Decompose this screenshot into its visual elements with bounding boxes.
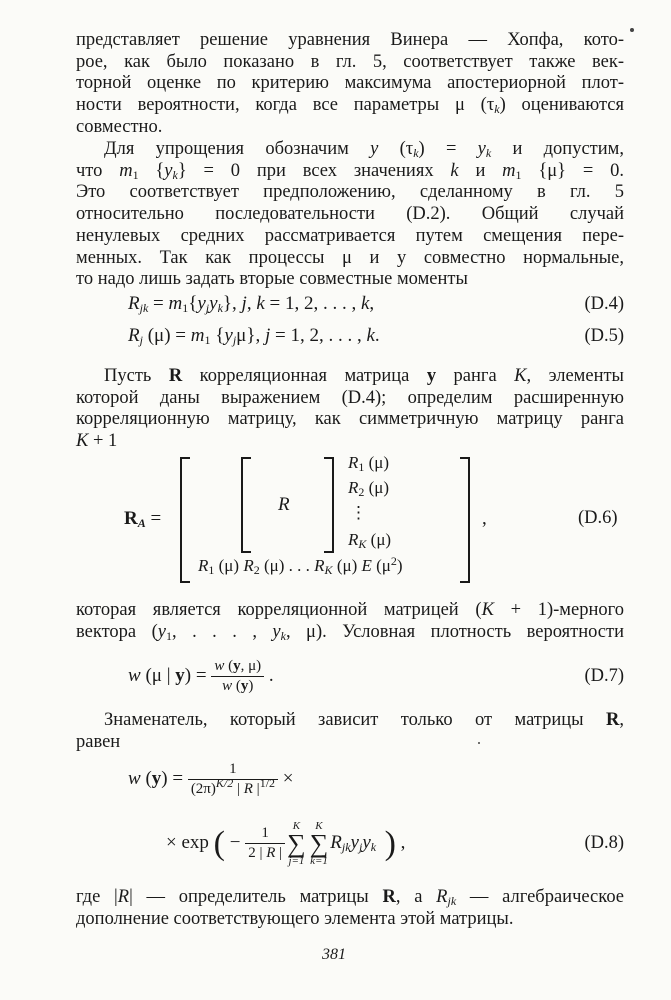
text-line: менных. Так как процессы μ и y совместно нормальные,: [76, 247, 624, 268]
scan-speck: [630, 28, 634, 32]
matrix-column-entry: $R_2$ (μ): [348, 478, 390, 499]
text-line: которая является корреляционной матрицей (K + 1)-мерного: [76, 600, 624, 620]
equation-d8-line-2: [76, 812, 624, 874]
matrix-comma: ,: [482, 508, 487, 529]
text-line: Пусть R корреляционная матрица y ранга K, элементы: [104, 366, 624, 386]
text-line: представляет решение уравнения Винера — Хопфа, кото-: [76, 30, 624, 50]
text-line: ности вероятности, когда все параметры μ $(\tau_k)$ оцениваются: [76, 95, 624, 117]
equation-body: × exp ( − $\frac{1}{2 | R |}$ K ∑ j=1 K ∑ k=1 $R_{jk}y_jy_k$ ) ,: [166, 819, 406, 867]
text-line: равен: [76, 731, 121, 752]
equation-d8-line-1: [76, 758, 624, 800]
matrix-lhs: $R_A$ =: [124, 508, 162, 530]
page-number: 381: [322, 946, 346, 963]
text-line: где |R| — определитель матрицы R, а $R_{jk}$ — алгебраическое: [76, 887, 625, 908]
sum-k: K ∑ k=1: [309, 819, 329, 867]
equation-d4: [76, 290, 624, 318]
equation-body: $R_{jk} = m_1\{y_jy_k\}$, j, k = 1, 2, . . . , k,: [128, 293, 375, 315]
text-line: ненулевых средних рассматривается путем смещения пере-: [76, 225, 624, 246]
left-outer-bracket: [180, 457, 190, 583]
text-line: Для упрощения обозначим y $(\tau_k) = y_k$ и допустим,: [104, 139, 624, 160]
text-line: относительно последовательности (D.2). Общий случай: [76, 204, 624, 225]
fraction: $\frac{w (y, \mu)}{w (y)}$: [211, 659, 264, 694]
text-line: дополнение соответствующего элемента этой матрицы.: [76, 908, 514, 929]
text-line: Это соответствует предположению, сделанному в гл. 5: [76, 182, 624, 203]
equation-number: (D.7): [584, 666, 624, 686]
fraction: $\frac{1}{2 | R |}$: [245, 826, 285, 861]
matrix-inner-r: R: [278, 494, 290, 515]
paragraph-4: [76, 600, 624, 643]
text-line: совместно.: [76, 116, 163, 137]
equation-d7: [76, 658, 624, 694]
matrix-bottom-row: $R_1$ (μ) $R_2$ (μ) . . . $R_K$ (μ) E $(\mu^2)$: [198, 554, 403, 577]
equation-body: w (μ | y) = $\frac{w (y, \mu)}{w (y)}$ .: [128, 658, 274, 695]
text-line: K + 1: [76, 431, 118, 452]
equation-d5: [76, 322, 624, 350]
equation-number: (D.4): [584, 294, 624, 314]
equation-number: (D.8): [584, 833, 624, 853]
fraction: $\frac{1}{(2\pi)^{K/2} | R |^{1/2}}$: [188, 762, 278, 797]
equation-body: $R_j$ $(\mu) = m_1$ $\{y_j\mu\}$, j = 1, 2, . . . , k.: [128, 325, 380, 347]
text-line: рое, как было показано в гл. 5, соответствует также век-: [76, 51, 624, 72]
text-line: торной оценке по критерию максимума апостериорной плот-: [76, 73, 624, 94]
equation-number: (D.6): [578, 508, 618, 528]
matrix-column-entry: $R_K$ (μ): [348, 530, 392, 551]
text-line: что $m_1$ $\{y_k\} = 0$ при всех значениях k и $m_1$ {μ} = 0.: [76, 160, 624, 182]
right-outer-bracket: [460, 457, 470, 583]
sum-j: K ∑ j=1: [287, 819, 306, 867]
text-line: Знаменатель, который зависит только от матрицы R,: [104, 710, 624, 730]
paragraph-1: [76, 30, 624, 139]
text-line: вектора ($y_1$, . . . , $y_k$, μ). Условная плотность вероятности: [76, 621, 624, 643]
text-line: которой даны выражением (D.4); определим расширенную: [76, 387, 624, 408]
text-line: то надо лишь задать вторые совместные моменты: [76, 269, 468, 290]
matrix-column-entry: ⋮: [350, 503, 367, 522]
text-line: корреляционную матрицу, как симметричную матрицу ранга: [76, 409, 624, 430]
equation-number: (D.5): [584, 326, 624, 346]
right-inner-bracket: [324, 457, 334, 553]
paragraph-2: [76, 139, 624, 291]
paragraph-6: [76, 887, 624, 930]
matrix-column-entry: $R_1$ (μ): [348, 453, 390, 474]
paragraph-3: [76, 366, 624, 453]
paragraph-5: [76, 710, 624, 753]
scan-speck: [478, 742, 480, 744]
equation-body: w (y) = $\frac{1}{(2\pi)^{K/2} | R |^{1/2}}$ ×: [128, 761, 294, 798]
left-inner-bracket: [241, 457, 251, 553]
